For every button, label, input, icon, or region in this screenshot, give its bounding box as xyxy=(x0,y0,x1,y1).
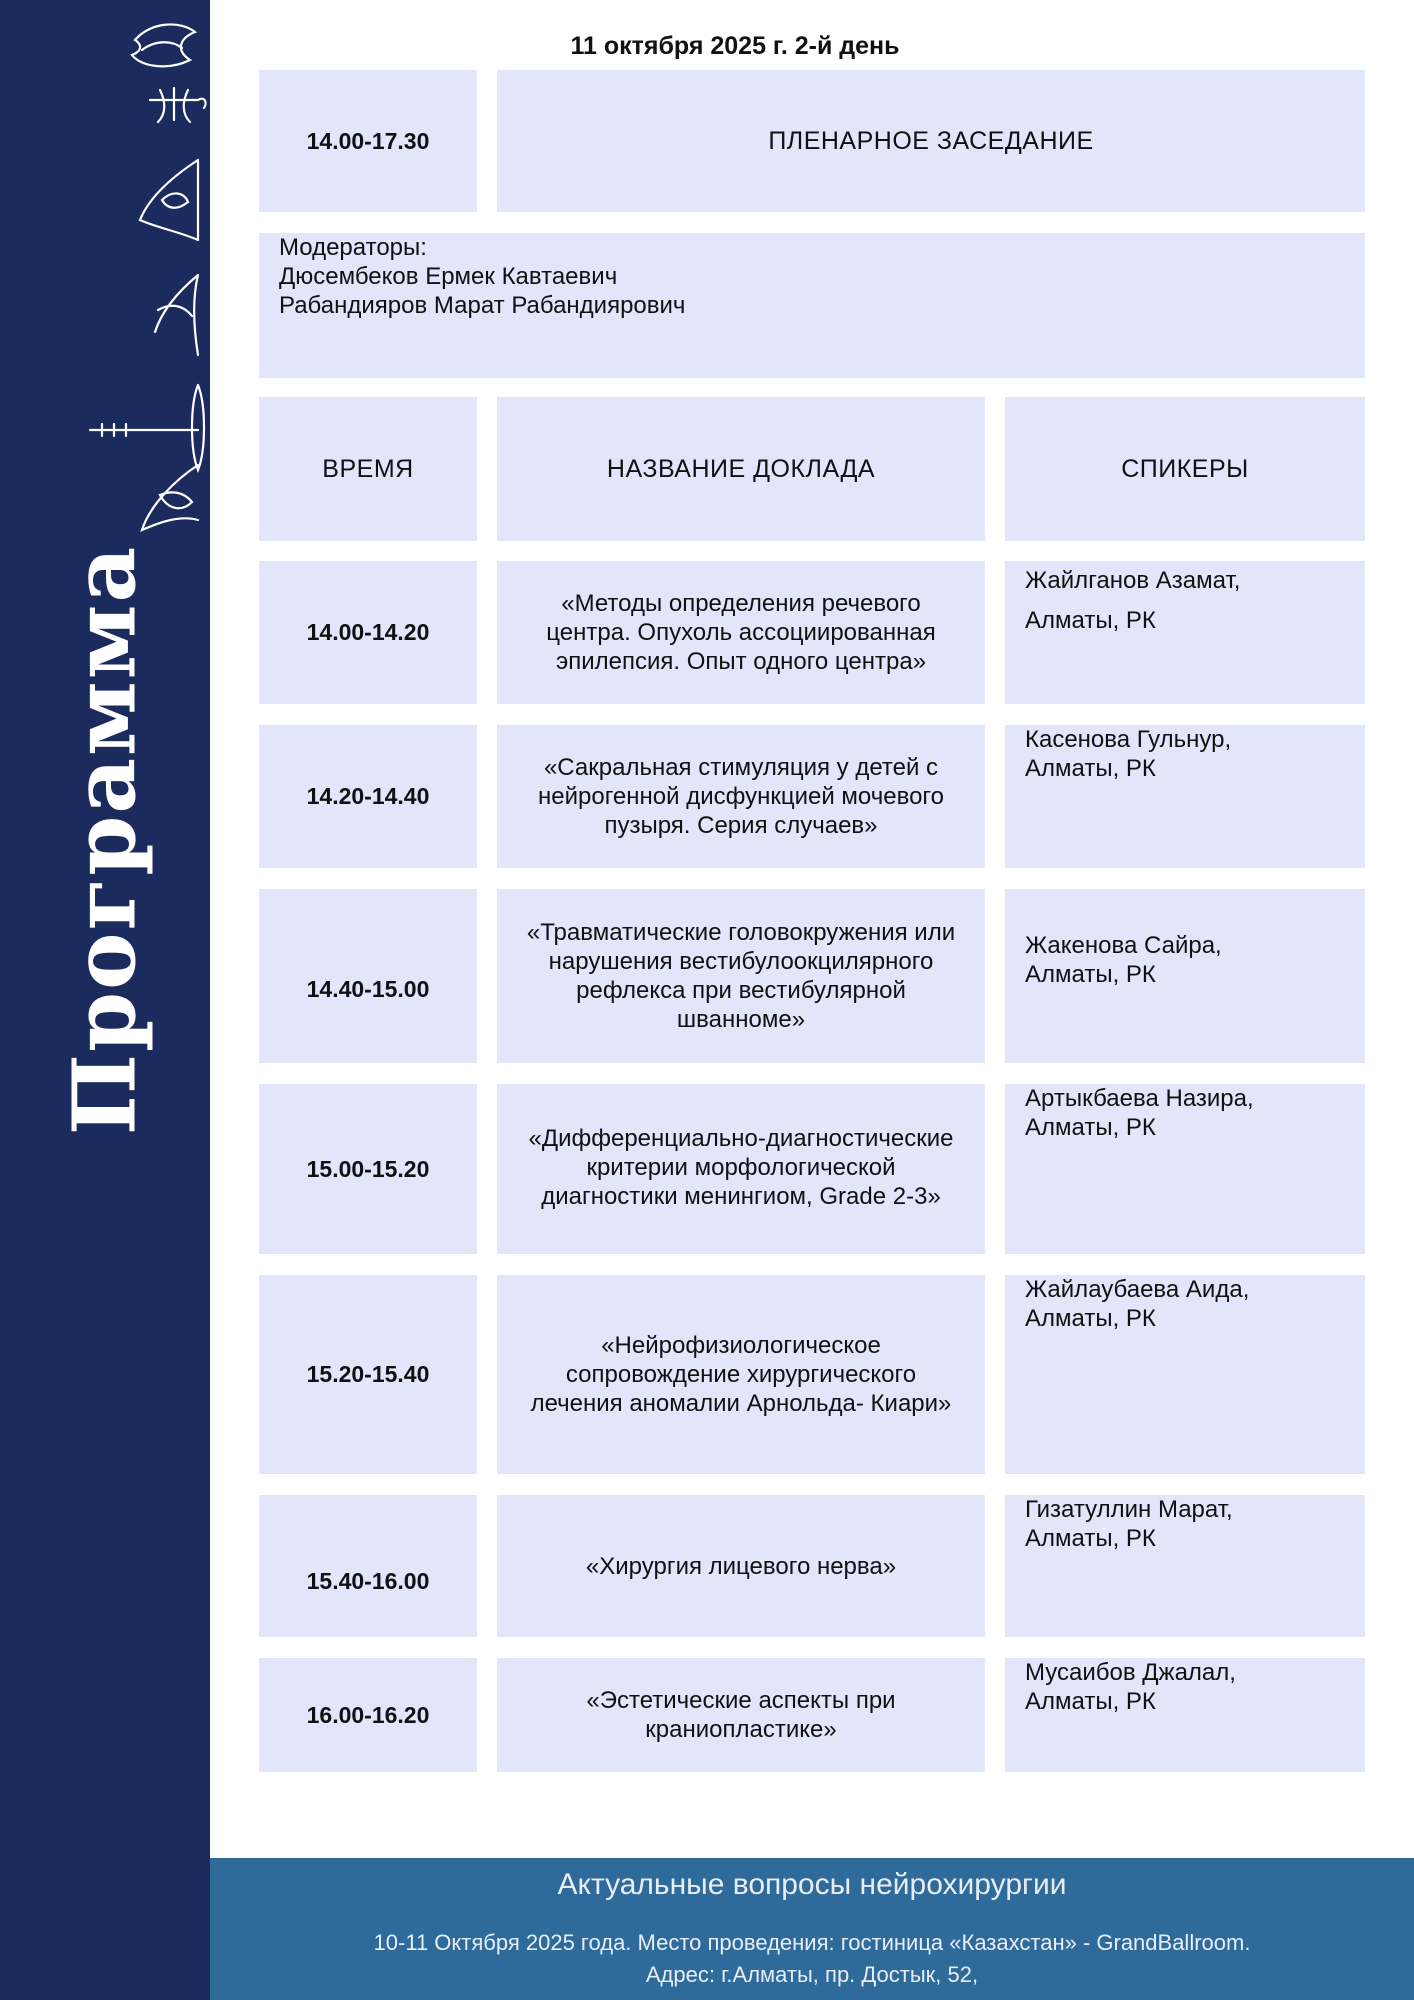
sidebar-title: Программа xyxy=(54,544,156,1136)
speaker-name: Артыкбаева Назира, xyxy=(1025,1085,1254,1112)
table-row-speaker xyxy=(1005,561,1365,704)
speaker-name: Жайлаубаева Аида, xyxy=(1025,1276,1250,1303)
speaker-location: Алматы, РК xyxy=(1025,1525,1156,1552)
footer-banner xyxy=(210,1858,1414,2000)
table-row-speaker xyxy=(1005,1084,1365,1254)
moderator-name: Рабандияров Марат Рабандиярович xyxy=(279,292,686,319)
header-time-text: ВРЕМЯ xyxy=(322,454,414,483)
row-time-text: 14.00-14.20 xyxy=(306,619,430,645)
header-speakers xyxy=(1005,397,1365,541)
speaker-name: Жакенова Сайра, xyxy=(1025,932,1222,959)
row-talk-text: «Сакральная стимуляция у детей с нейрогенной дисфункцией мочевого пузыря. Серия случаев» xyxy=(538,754,944,839)
moderator-name: Дюсембеков Ермек Кавтаевич xyxy=(279,263,618,290)
table-row-talk xyxy=(497,1084,985,1254)
session-time-text: 14.00-17.30 xyxy=(306,127,430,154)
table-row-talk xyxy=(497,561,985,704)
row-time-text: 15.00-15.20 xyxy=(306,1155,430,1182)
almaty-logo-icon xyxy=(80,10,210,550)
table-row-time xyxy=(259,561,477,704)
speaker-location: Алматы, РК xyxy=(1025,961,1156,988)
footer-venue: 10-11 Октября 2025 года. Место проведения: гостиница «Казахстан» - GrandBallroom. xyxy=(373,1930,1251,1955)
speaker-location: Алматы, РК xyxy=(1025,607,1156,634)
speaker-location: Алматы, РК xyxy=(1025,755,1156,782)
table-row-talk xyxy=(497,1495,985,1637)
row-talk-text: «Методы определения речевого центра. Опухоль ассоциированная эпилепсия. Опыт одного центра» xyxy=(546,590,936,675)
speaker-name: Жайлганов Азамат, xyxy=(1025,567,1241,594)
table-row-talk xyxy=(497,1658,985,1772)
session-title-text: ПЛЕНАРНОЕ ЗАСЕДАНИЕ xyxy=(768,126,1094,155)
table-row-speaker xyxy=(1005,1495,1365,1637)
header-time xyxy=(259,397,477,541)
row-time-text: 16.00-16.20 xyxy=(306,1701,430,1728)
sidebar xyxy=(0,0,210,2000)
table-row-speaker xyxy=(1005,889,1365,1063)
header-talk-text: НАЗВАНИЕ ДОКЛАДА xyxy=(606,454,876,483)
row-talk-text: «Хирургия лицевого нерва» xyxy=(585,1552,897,1580)
row-talk-text: «Дифференциально-диагностические критерии морфологической диагностики менингиом, Grade 2-3» xyxy=(528,1125,954,1210)
session-title xyxy=(497,70,1365,212)
table-row-talk xyxy=(497,725,985,868)
table-row-speaker xyxy=(1005,725,1365,868)
header-speakers-text: СПИКЕРЫ xyxy=(1121,454,1249,483)
speaker-name: Мусаибов Джалал, xyxy=(1025,1659,1236,1686)
row-time-text: 15.40-16.00 xyxy=(306,1568,430,1594)
moderators-label: Модераторы: xyxy=(279,234,427,261)
date-heading: 11 октября 2025 г. 2-й день xyxy=(570,32,900,60)
speaker-location: Алматы, РК xyxy=(1025,1114,1156,1141)
moderators-block xyxy=(259,233,1365,378)
speaker-name: Касенова Гульнур, xyxy=(1025,726,1232,753)
speaker-location: Алматы, РК xyxy=(1025,1305,1156,1332)
row-time-text: 15.20-15.40 xyxy=(306,1361,430,1387)
table-row-talk xyxy=(497,1275,985,1474)
header-talk xyxy=(497,397,985,541)
session-time xyxy=(259,70,477,212)
row-time-text: 14.40-15.00 xyxy=(306,976,430,1002)
footer-title: Актуальные вопросы нейрохирургии xyxy=(557,1868,1067,1901)
table-row-speaker xyxy=(1005,1658,1365,1772)
speaker-name: Гизатуллин Марат, xyxy=(1025,1496,1233,1523)
row-talk-text: «Эстетические аспекты при краниопластике» xyxy=(586,1687,896,1743)
table-row-talk xyxy=(497,889,985,1063)
row-talk-text: «Травматические головокружения или нарушения вестибулоокцилярного рефлекса при вестибулярной шванноме» xyxy=(526,919,956,1033)
table-row-time xyxy=(259,725,477,868)
table-row-time xyxy=(259,1495,477,1637)
table-row-time xyxy=(259,1275,477,1474)
row-time-text: 14.20-14.40 xyxy=(306,783,430,809)
speaker-location: Алматы, РК xyxy=(1025,1688,1156,1715)
footer-address: Адрес: г.Алматы, пр. Достык, 52, xyxy=(645,1962,979,1987)
table-row-time xyxy=(259,1658,477,1772)
table-row-speaker xyxy=(1005,1275,1365,1474)
table-row-time xyxy=(259,1084,477,1254)
table-row-time xyxy=(259,889,477,1063)
row-talk-text: «Нейрофизиологическое сопровождение хирургического лечения аномалии Арнольда- Киари» xyxy=(530,1332,952,1417)
